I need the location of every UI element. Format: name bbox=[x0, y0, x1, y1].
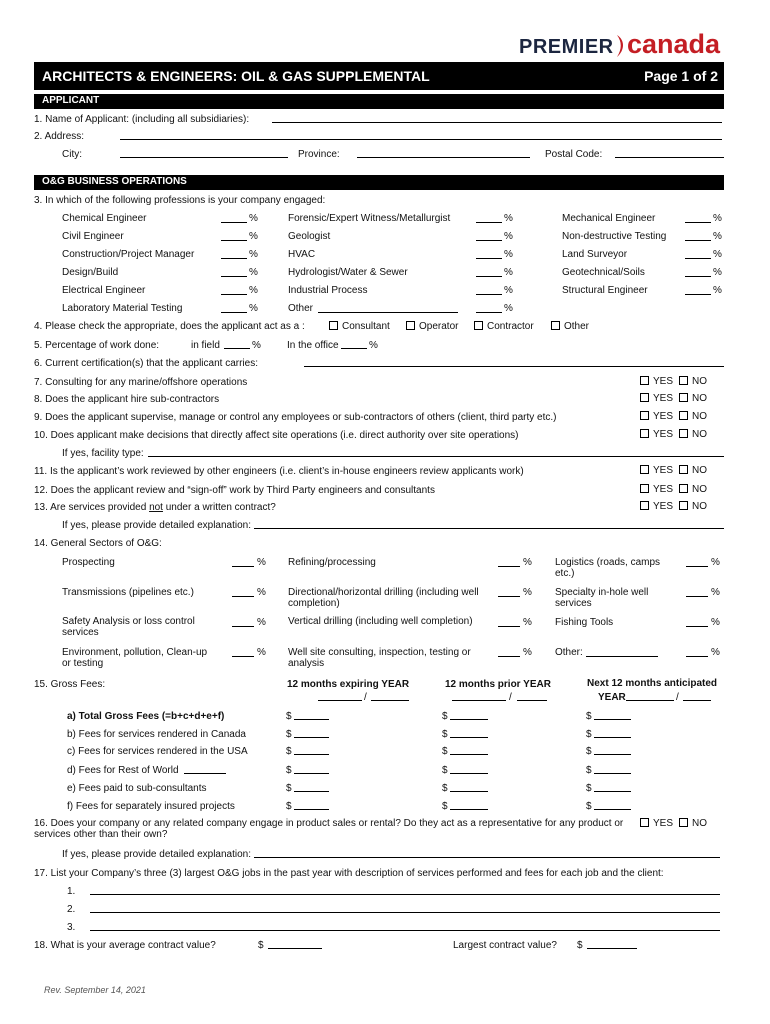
pct-sign: % bbox=[713, 285, 722, 296]
pct-sign: % bbox=[713, 231, 722, 242]
facility-type-field[interactable] bbox=[148, 447, 724, 457]
fee-col2-year-a[interactable] bbox=[452, 691, 506, 701]
no-checkbox[interactable] bbox=[679, 376, 688, 385]
facility-type-label: If yes, facility type: bbox=[62, 448, 144, 459]
dollar-sign: $ bbox=[586, 711, 592, 722]
profession-label: Design/Build bbox=[62, 267, 119, 278]
fee-amount-field[interactable] bbox=[594, 782, 631, 792]
profession-pct-field[interactable] bbox=[476, 285, 502, 295]
q17-item-number: 3. bbox=[67, 922, 76, 933]
q13-explanation-field[interactable] bbox=[254, 519, 724, 529]
sector-label: Refining/processing bbox=[288, 557, 376, 568]
fee-amount-field[interactable] bbox=[294, 782, 329, 792]
page-title: ARCHITECTS & ENGINEERS: OIL & GAS SUPPLEMENTAL bbox=[42, 68, 430, 84]
slash: / bbox=[509, 692, 512, 703]
dollar-sign: $ bbox=[286, 711, 292, 722]
profession-label: Geotechnical/Soils bbox=[562, 267, 645, 278]
pct-sign: % bbox=[504, 267, 513, 278]
dollar-sign: $ bbox=[586, 783, 592, 794]
sector-label: Well site consulting, inspection, testing or analysis bbox=[288, 647, 471, 669]
profession-label: Mechanical Engineer bbox=[562, 213, 656, 224]
pct-sign: % bbox=[257, 647, 266, 658]
pct-sign: % bbox=[713, 249, 722, 260]
pct-sign: % bbox=[257, 587, 266, 598]
city-label: City: bbox=[62, 149, 82, 160]
fee-amount-field[interactable] bbox=[450, 728, 488, 738]
pct-sign: % bbox=[711, 557, 720, 568]
pct-sign: % bbox=[504, 213, 513, 224]
fee-amount-field[interactable] bbox=[450, 800, 488, 810]
fee-amount-field[interactable] bbox=[450, 764, 488, 774]
fee-row-label: a) Total Gross Fees (=b+c+d+e+f) bbox=[67, 711, 225, 722]
profession-pct-field[interactable] bbox=[221, 231, 247, 241]
pct-sign: % bbox=[504, 249, 513, 260]
fee-amount-field[interactable] bbox=[294, 800, 329, 810]
dollar-sign: $ bbox=[442, 765, 448, 776]
largest-contract-field[interactable] bbox=[587, 939, 637, 949]
fee-amount-field[interactable] bbox=[450, 782, 488, 792]
sector-pct-field[interactable] bbox=[232, 557, 254, 567]
dollar-sign: $ bbox=[286, 746, 292, 757]
pct-sign: % bbox=[252, 340, 261, 351]
q7-yes-no: YES NO bbox=[640, 376, 707, 387]
profession-label: Land Surveyor bbox=[562, 249, 628, 260]
no-checkbox[interactable] bbox=[679, 484, 688, 493]
consultant-checkbox[interactable] bbox=[329, 321, 338, 330]
fee-row-label: e) Fees paid to sub-consultants bbox=[67, 783, 207, 794]
profession-pct-field[interactable] bbox=[221, 285, 247, 295]
postal-field[interactable] bbox=[615, 148, 724, 158]
q18-label: 18. What is your average contract value? bbox=[34, 940, 216, 951]
q17-item-number: 2. bbox=[67, 904, 76, 915]
profession-label: Structural Engineer bbox=[562, 285, 648, 296]
profession-pct-field[interactable] bbox=[221, 267, 247, 277]
q13-explanation-label: If yes, please provide detailed explanation: bbox=[62, 520, 252, 531]
q8-yes-no: YES NO bbox=[640, 393, 707, 404]
profession-label: Chemical Engineer bbox=[62, 213, 147, 224]
q10-yes-no: YES NO bbox=[640, 429, 707, 440]
largest-contract-label: Largest contract value? bbox=[453, 940, 557, 951]
applicant-section-header: APPLICANT bbox=[34, 94, 724, 109]
sector-pct-field[interactable] bbox=[686, 617, 708, 627]
other-profession-field[interactable] bbox=[318, 303, 458, 313]
dollar-sign: $ bbox=[586, 746, 592, 757]
pct-sign: % bbox=[249, 249, 258, 260]
pct-sign: % bbox=[713, 213, 722, 224]
fee-amount-field[interactable] bbox=[294, 745, 329, 755]
profession-pct-field[interactable] bbox=[476, 213, 502, 223]
profession-pct-field[interactable] bbox=[476, 267, 502, 277]
fee-col3-year-a[interactable] bbox=[626, 691, 674, 701]
pct-sign: % bbox=[249, 303, 258, 314]
slash: / bbox=[364, 692, 367, 703]
applicant-name-field[interactable] bbox=[272, 113, 722, 123]
q17-label: 17. List your Company’s three (3) largest O&G jobs in the past year with description of services performed and fees for each job and the client: bbox=[34, 868, 664, 879]
in-office-label: In the office bbox=[287, 340, 339, 351]
largest-job-3-field[interactable] bbox=[90, 921, 720, 931]
dollar-sign: $ bbox=[586, 801, 592, 812]
dollar-sign: $ bbox=[586, 729, 592, 740]
average-contract-field[interactable] bbox=[268, 939, 322, 949]
fee-col3-header: Next 12 months anticipated bbox=[587, 678, 718, 689]
pct-sign: % bbox=[249, 213, 258, 224]
pct-sign: % bbox=[523, 587, 532, 598]
sector-pct-field[interactable] bbox=[232, 587, 254, 597]
sector-pct-field[interactable] bbox=[498, 647, 520, 657]
in-office-pct-field[interactable] bbox=[341, 339, 367, 349]
dollar-sign: $ bbox=[442, 783, 448, 794]
contractor-option[interactable]: Contractor bbox=[474, 321, 534, 332]
sector-pct-field[interactable] bbox=[232, 617, 254, 627]
no-checkbox[interactable] bbox=[679, 465, 688, 474]
operator-option[interactable]: Operator bbox=[406, 321, 458, 332]
profession-pct-field[interactable] bbox=[685, 249, 711, 259]
fee-col2-year-b[interactable] bbox=[517, 691, 547, 701]
q16-yes-no: YES NO bbox=[640, 818, 707, 829]
title-bar bbox=[34, 62, 724, 90]
q15-label: 15. Gross Fees: bbox=[34, 679, 106, 690]
q14-label: 14. General Sectors of O&G: bbox=[34, 538, 162, 549]
dollar-sign: $ bbox=[286, 765, 292, 776]
sector-pct-field[interactable] bbox=[498, 557, 520, 567]
q12-label: 12. Does the applicant review and “sign-off” work by Third Party engineers and consultants bbox=[34, 485, 435, 496]
sector-label: Environment, pollution, Clean-up or testing bbox=[62, 647, 208, 669]
yes-checkbox[interactable] bbox=[640, 501, 649, 510]
fee-col3-year-b[interactable] bbox=[683, 691, 711, 701]
profession-pct-field[interactable] bbox=[476, 249, 502, 259]
fee-amount-field[interactable] bbox=[450, 745, 488, 755]
logo-word-canada: canada bbox=[627, 29, 721, 59]
pct-sign: % bbox=[249, 285, 258, 296]
in-field-label: in field bbox=[191, 340, 220, 351]
profession-label: Civil Engineer bbox=[62, 231, 124, 242]
fee-col2-header: 12 months prior YEAR bbox=[445, 679, 551, 690]
pct-sign: % bbox=[523, 617, 532, 628]
fee-amount-field[interactable] bbox=[294, 764, 329, 774]
province-label: Province: bbox=[298, 149, 340, 160]
dollar-sign: $ bbox=[442, 801, 448, 812]
yes-checkbox[interactable] bbox=[640, 393, 649, 402]
fee-amount-field[interactable] bbox=[294, 710, 329, 720]
fee-col1-year-a[interactable] bbox=[318, 691, 362, 701]
dollar-sign: $ bbox=[586, 765, 592, 776]
largest-job-1-field[interactable] bbox=[90, 885, 720, 895]
no-checkbox[interactable] bbox=[679, 429, 688, 438]
profession-pct-field[interactable] bbox=[476, 231, 502, 241]
pct-sign: % bbox=[257, 617, 266, 628]
q10-label: 10. Does applicant make decisions that directly affect site operations (i.e. direct authority over site operations) bbox=[34, 430, 519, 441]
revision-date: Rev. September 14, 2021 bbox=[44, 985, 146, 995]
pct-sign: % bbox=[257, 557, 266, 568]
page-number: Page 1 of 2 bbox=[644, 68, 718, 84]
no-checkbox[interactable] bbox=[679, 501, 688, 510]
consultant-option[interactable]: Consultant bbox=[329, 321, 390, 332]
no-checkbox[interactable] bbox=[679, 818, 688, 827]
dollar-sign: $ bbox=[286, 801, 292, 812]
pct-sign: % bbox=[711, 647, 720, 658]
q11-label: 11. Is the applicant’s work reviewed by other engineers (i.e. client’s in-house engineers review applicants work) bbox=[34, 466, 524, 477]
certification-field[interactable] bbox=[304, 357, 724, 367]
sector-label: Logistics (roads, camps etc.) bbox=[555, 557, 661, 579]
postal-label: Postal Code: bbox=[545, 149, 603, 160]
profession-pct-field[interactable] bbox=[685, 267, 711, 277]
profession-label: Geologist bbox=[288, 231, 331, 242]
profession-pct-field[interactable] bbox=[685, 213, 711, 223]
q4-label: 4. Please check the appropriate, does the applicant act as a : bbox=[34, 321, 305, 332]
pct-sign: % bbox=[713, 267, 722, 278]
fee-amount-field[interactable] bbox=[594, 745, 631, 755]
profession-label: Electrical Engineer bbox=[62, 285, 146, 296]
dollar-sign: $ bbox=[442, 729, 448, 740]
address-field[interactable] bbox=[120, 130, 722, 140]
profession-label: Hydrologist/Water & Sewer bbox=[288, 267, 408, 278]
contractor-checkbox[interactable] bbox=[474, 321, 483, 330]
pct-sign: % bbox=[711, 617, 720, 628]
yes-checkbox[interactable] bbox=[640, 411, 649, 420]
other-checkbox[interactable] bbox=[551, 321, 560, 330]
sector-label: Specialty in-hole well services bbox=[555, 587, 649, 609]
operations-section-header: O&G BUSINESS OPERATIONS bbox=[34, 175, 724, 190]
fee-amount-field[interactable] bbox=[450, 710, 488, 720]
sector-pct-field[interactable] bbox=[498, 587, 520, 597]
fee-amount-field[interactable] bbox=[594, 800, 631, 810]
profession-pct-field[interactable] bbox=[685, 231, 711, 241]
yes-checkbox[interactable] bbox=[640, 484, 649, 493]
sector-label: Directional/horizontal drilling (including well completion) bbox=[288, 587, 479, 609]
fee-row-label: c) Fees for services rendered in the USA bbox=[67, 746, 248, 757]
q16-explanation-label: If yes, please provide detailed explanation: bbox=[62, 849, 252, 860]
fee-row-label: f) Fees for separately insured projects bbox=[67, 801, 235, 812]
sector-pct-field[interactable] bbox=[498, 617, 520, 627]
q13-label: 13. Are services provided not under a written contract? bbox=[34, 502, 276, 513]
pct-sign: % bbox=[249, 231, 258, 242]
q5-label: 5. Percentage of work done: bbox=[34, 340, 160, 351]
sector-pct-field[interactable] bbox=[232, 647, 254, 657]
sector-label: Vertical drilling (including well completion) bbox=[288, 616, 473, 627]
sector-label: Prospecting bbox=[62, 557, 115, 568]
q9-yes-no: YES NO bbox=[640, 411, 707, 422]
dollar-sign: $ bbox=[577, 940, 583, 951]
profession-pct-field[interactable] bbox=[221, 213, 247, 223]
largest-job-2-field[interactable] bbox=[90, 903, 720, 913]
no-checkbox[interactable] bbox=[679, 393, 688, 402]
pct-sign: % bbox=[711, 587, 720, 598]
fee-col3-year-label: YEAR bbox=[598, 692, 626, 703]
profession-label: Non-destructive Testing bbox=[562, 231, 667, 242]
dollar-sign: $ bbox=[286, 783, 292, 794]
q7-label: 7. Consulting for any marine/offshore operations bbox=[34, 377, 248, 388]
pct-sign: % bbox=[523, 647, 532, 658]
yes-checkbox[interactable] bbox=[640, 818, 649, 827]
q9-label: 9. Does the applicant supervise, manage or control any employees or sub-contractors of others (client, third party etc.) bbox=[34, 412, 557, 423]
sector-label: Transmissions (pipelines etc.) bbox=[62, 587, 194, 598]
dollar-sign: $ bbox=[442, 746, 448, 757]
pct-sign: % bbox=[504, 231, 513, 242]
no-checkbox[interactable] bbox=[679, 411, 688, 420]
rest-of-world-field[interactable] bbox=[184, 764, 226, 774]
sector-label: Other: bbox=[555, 647, 583, 658]
pct-sign: % bbox=[504, 285, 513, 296]
fee-amount-field[interactable] bbox=[594, 728, 631, 738]
q3-label: 3. In which of the following professions is your company engaged: bbox=[34, 195, 326, 206]
slash: / bbox=[676, 692, 679, 703]
q13-yes-no: YES NO bbox=[640, 501, 707, 512]
profession-pct-field[interactable] bbox=[221, 303, 247, 313]
dollar-sign: $ bbox=[286, 729, 292, 740]
q16-explanation-field[interactable] bbox=[254, 848, 720, 858]
profession-pct-field[interactable] bbox=[221, 249, 247, 259]
q1-label: 1. Name of Applicant: (including all subsidiaries): bbox=[34, 114, 250, 125]
logo-word-premier: PREMIER bbox=[519, 36, 614, 58]
q11-yes-no: YES NO bbox=[640, 465, 707, 476]
operator-checkbox[interactable] bbox=[406, 321, 415, 330]
city-field[interactable] bbox=[120, 148, 288, 158]
fee-amount-field[interactable] bbox=[594, 710, 631, 720]
other-sector-field[interactable] bbox=[586, 647, 658, 657]
q17-item-number: 1. bbox=[67, 886, 76, 897]
q16-label: 16. Does your company or any related company engage in product sales or rental? Do they act as a representative for any product or services other than their own? bbox=[34, 818, 624, 840]
dollar-sign: $ bbox=[258, 940, 264, 951]
sector-pct-field[interactable] bbox=[686, 557, 708, 567]
fee-col1-header: 12 months expiring YEAR bbox=[287, 679, 410, 690]
pct-sign: % bbox=[249, 267, 258, 278]
sector-label: Fishing Tools bbox=[555, 617, 614, 628]
in-field-pct-field[interactable] bbox=[224, 339, 250, 349]
q12-yes-no: YES NO bbox=[640, 484, 707, 495]
yes-checkbox[interactable] bbox=[640, 376, 649, 385]
q8-label: 8. Does the applicant hire sub-contractors bbox=[34, 394, 220, 405]
profession-pct-field[interactable] bbox=[476, 303, 502, 313]
sector-pct-field[interactable] bbox=[686, 647, 708, 657]
profession-label: Forensic/Expert Witness/Metallurgist bbox=[288, 213, 451, 224]
pct-sign: % bbox=[369, 340, 378, 351]
yes-checkbox[interactable] bbox=[640, 465, 649, 474]
province-field[interactable] bbox=[357, 148, 530, 158]
profession-label: Other bbox=[288, 303, 314, 314]
profession-label: Laboratory Material Testing bbox=[62, 303, 183, 314]
profession-label: HVAC bbox=[288, 249, 316, 260]
fee-col1-year-b[interactable] bbox=[371, 691, 409, 701]
pct-sign: % bbox=[523, 557, 532, 568]
sector-label: Safety Analysis or loss control services bbox=[62, 616, 195, 638]
fee-amount-field[interactable] bbox=[294, 728, 329, 738]
fee-amount-field[interactable] bbox=[594, 764, 631, 774]
pct-sign: % bbox=[504, 303, 513, 314]
sector-pct-field[interactable] bbox=[686, 587, 708, 597]
q6-label: 6. Current certification(s) that the applicant carries: bbox=[34, 358, 258, 369]
dollar-sign: $ bbox=[442, 711, 448, 722]
q2-label: 2. Address: bbox=[34, 131, 85, 142]
fee-row-label: d) Fees for Rest of World bbox=[67, 765, 179, 776]
other-option[interactable]: Other bbox=[551, 321, 589, 332]
fee-row-label: b) Fees for services rendered in Canada bbox=[67, 729, 246, 740]
profession-pct-field[interactable] bbox=[685, 285, 711, 295]
yes-checkbox[interactable] bbox=[640, 429, 649, 438]
profession-label: Industrial Process bbox=[288, 285, 368, 296]
profession-label: Construction/Project Manager bbox=[62, 249, 195, 260]
